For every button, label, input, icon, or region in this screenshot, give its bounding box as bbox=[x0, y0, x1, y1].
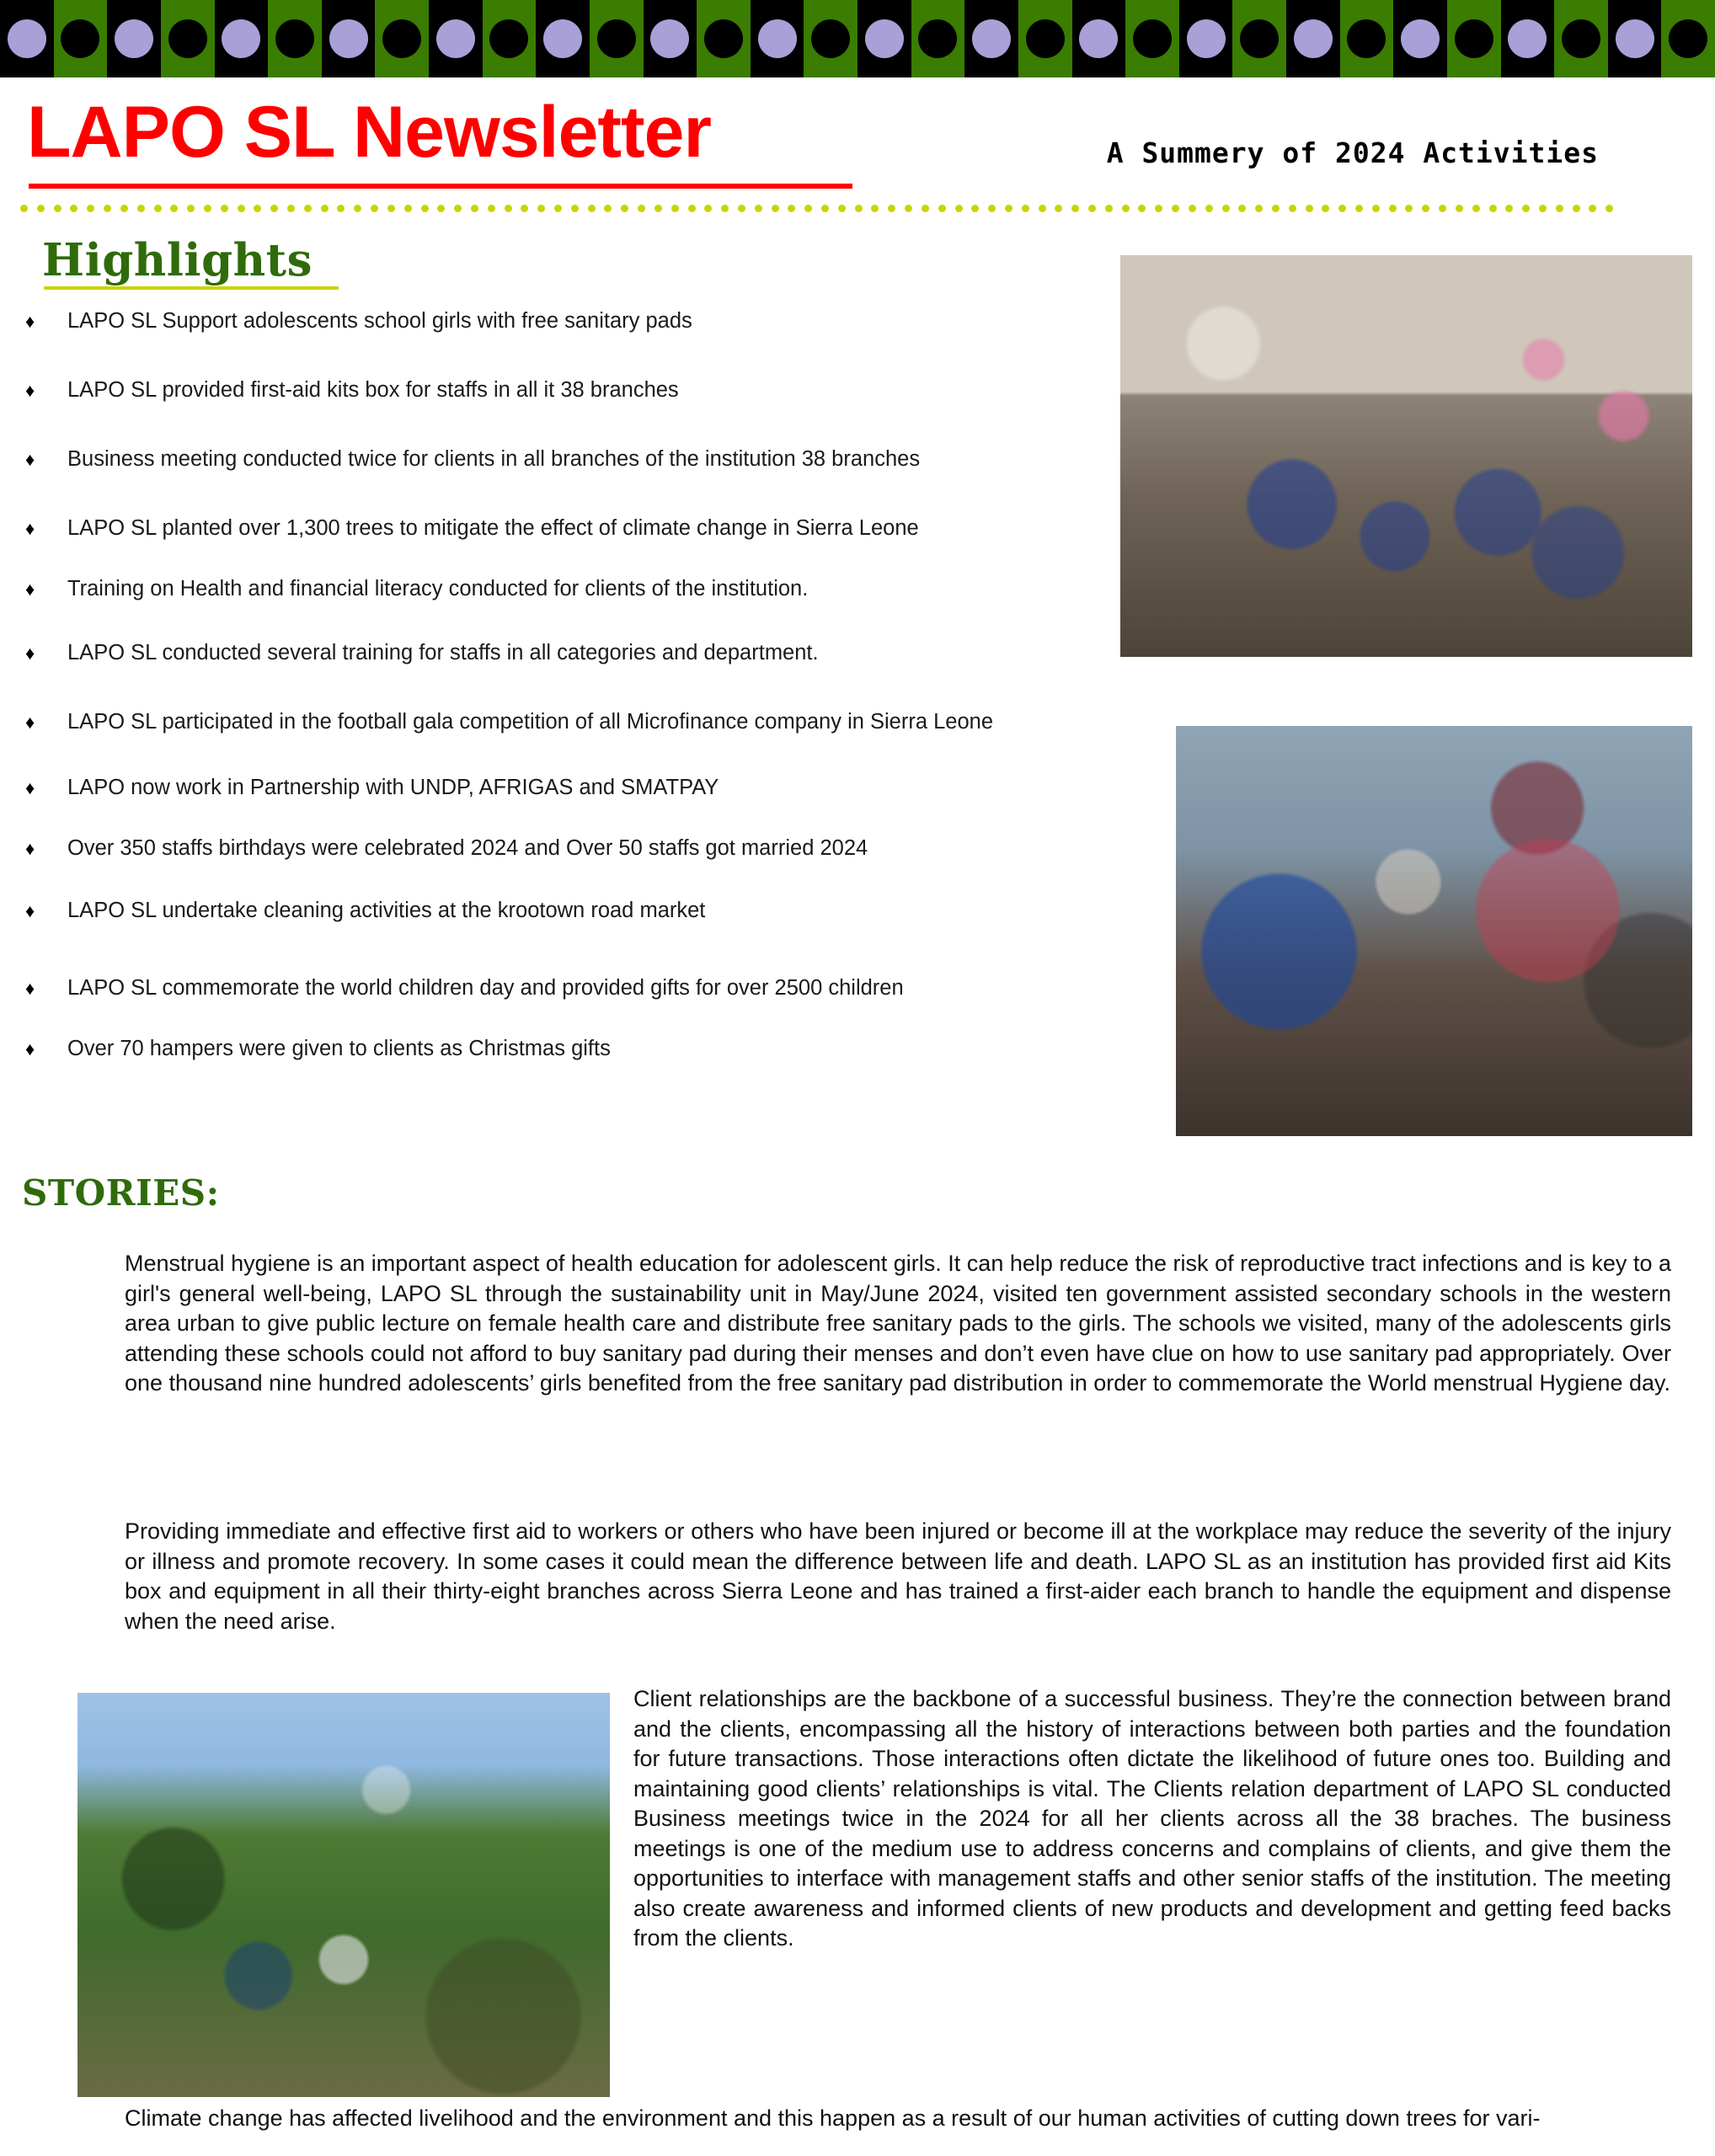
divider-dot-icon bbox=[454, 205, 462, 212]
highlight-item bbox=[22, 308, 1125, 334]
filmstrip-dot-icon bbox=[1669, 19, 1707, 58]
bullet-diamond-icon: ♦ bbox=[25, 838, 35, 859]
filmstrip-dot-icon bbox=[865, 19, 904, 58]
highlight-item bbox=[22, 515, 1125, 541]
title-underline bbox=[29, 184, 852, 189]
filmstrip-dot-icon bbox=[1508, 19, 1547, 58]
divider-dot-icon bbox=[1155, 205, 1162, 212]
divider-dot-icon bbox=[1071, 205, 1079, 212]
filmstrip-cell bbox=[1232, 0, 1286, 77]
divider-dot-icon bbox=[1122, 205, 1130, 212]
highlights-heading: Highlights bbox=[42, 234, 313, 286]
highlight-item bbox=[22, 446, 1125, 472]
filmstrip-cell bbox=[644, 0, 697, 77]
highlight-item bbox=[22, 898, 1125, 923]
divider-dot-icon bbox=[1272, 205, 1280, 212]
divider-dot-icon bbox=[1238, 205, 1246, 212]
divider-dot-icon bbox=[471, 205, 478, 212]
story-text: Menstrual hygiene is an important aspect of health education for adolescent girls. It can help reduce the risk of reproductive tract infections and is key to a girl's general well-being, LAPO SL through the sustainability unit in May/June 2024, visited ten government assisted secondary schools in the western area urban to give public lecture on female health care and distribute free sanitary pads to the girls. The schools we visited, many of the adolescents girls attending these schools could not afford to buy sanitary pad during their menses and don’t even have clue on how to use sanitary pad appropriately. Over one thousand nine hundred adolescents’ girls benefited from the free sanitary pad distribution in order to commemorate the World menstrual Hygiene day. bbox=[125, 1251, 1671, 1396]
divider-dot-icon bbox=[855, 205, 863, 212]
bullet-diamond-icon: ♦ bbox=[25, 643, 35, 664]
divider-dot-icon bbox=[1189, 205, 1196, 212]
divider-dot-icon bbox=[638, 205, 645, 212]
filmstrip-dot-icon bbox=[329, 19, 368, 58]
filmstrip-dot-icon bbox=[382, 19, 421, 58]
divider-dot-icon bbox=[371, 205, 378, 212]
filmstrip-cell bbox=[964, 0, 1018, 77]
bullet-diamond-icon: ♦ bbox=[25, 380, 35, 401]
divider-dot-icon bbox=[1255, 205, 1263, 212]
story-paragraph-menstrual-hygiene bbox=[76, 1249, 1671, 1399]
filmstrip-cell bbox=[858, 0, 911, 77]
filmstrip-cell bbox=[1072, 0, 1126, 77]
filmstrip-cell bbox=[429, 0, 483, 77]
filmstrip-cell bbox=[1018, 0, 1072, 77]
divider-dot-icon bbox=[1088, 205, 1096, 212]
filmstrip-dot-icon bbox=[1026, 19, 1065, 58]
divider-dot-icon bbox=[1222, 205, 1230, 212]
divider-dot-icon bbox=[521, 205, 528, 212]
bullet-diamond-icon: ♦ bbox=[25, 900, 35, 921]
filmstrip-dot-icon bbox=[168, 19, 207, 58]
divider-dot-icon bbox=[354, 205, 361, 212]
divider-dot-icon bbox=[1456, 205, 1463, 212]
divider-dot-icon bbox=[1022, 205, 1029, 212]
filmstrip-dot-icon bbox=[811, 19, 850, 58]
highlight-item bbox=[22, 775, 1125, 800]
filmstrip-dot-icon bbox=[1133, 19, 1172, 58]
page-title: LAPO SL Newsletter bbox=[27, 92, 711, 173]
filmstrip-cell bbox=[268, 0, 322, 77]
filmstrip-cell bbox=[1286, 0, 1340, 77]
filmstrip-dot-icon bbox=[1294, 19, 1333, 58]
filmstrip-dot-icon bbox=[918, 19, 957, 58]
filmstrip-dot-icon bbox=[543, 19, 582, 58]
highlight-item-label: LAPO SL planted over 1,300 trees to mitigate the effect of climate change in Sierra Leone bbox=[67, 516, 919, 540]
highlight-item-label: Business meeting conducted twice for clients in all branches of the institution 38 branches bbox=[67, 447, 921, 471]
highlight-item bbox=[22, 640, 1125, 665]
filmstrip-cell bbox=[1608, 0, 1662, 77]
divider-dot-icon bbox=[1573, 205, 1580, 212]
divider-dot-icon bbox=[1205, 205, 1213, 212]
highlight-item-label: LAPO SL participated in the football gala competition of all Microfinance company in Sierra Leone bbox=[67, 710, 994, 734]
highlight-item bbox=[22, 975, 1125, 1001]
divider-dot-icon bbox=[70, 205, 77, 212]
filmstrip-dot-icon bbox=[1455, 19, 1493, 58]
highlight-item-label: LAPO SL commemorate the world children day and provided gifts for over 2500 children bbox=[67, 976, 904, 1000]
filmstrip-cell bbox=[375, 0, 429, 77]
divider-dot-icon bbox=[387, 205, 395, 212]
divider-dot-icon bbox=[772, 205, 779, 212]
divider-dot-icon bbox=[187, 205, 195, 212]
divider-dot-icon bbox=[1306, 205, 1313, 212]
filmstrip-dot-icon bbox=[1347, 19, 1386, 58]
divider-dot-icon bbox=[254, 205, 261, 212]
divider-dot-icon bbox=[137, 205, 145, 212]
filmstrip-cell bbox=[1501, 0, 1555, 77]
filmstrip-dot-icon bbox=[61, 19, 99, 58]
divider-dot-icon bbox=[104, 205, 111, 212]
divider-dot-icon bbox=[238, 205, 245, 212]
divider-dot-icon bbox=[654, 205, 662, 212]
divider-dot-icon bbox=[788, 205, 795, 212]
divider-dot-icon bbox=[1172, 205, 1179, 212]
divider-dot-icon bbox=[671, 205, 679, 212]
divider-dot-icon bbox=[20, 205, 28, 212]
divider-dot-icon bbox=[1522, 205, 1530, 212]
divider-dot-icon bbox=[821, 205, 829, 212]
divider-dot-icon bbox=[154, 205, 162, 212]
photo-client-training-session bbox=[1176, 726, 1692, 1136]
divider-dot-icon bbox=[922, 205, 929, 212]
filmstrip-dot-icon bbox=[650, 19, 689, 58]
photo-tree-planting-activity bbox=[77, 1693, 610, 2097]
bullet-diamond-icon: ♦ bbox=[25, 712, 35, 733]
filmstrip-cell bbox=[483, 0, 537, 77]
filmstrip-cell bbox=[1340, 0, 1394, 77]
highlight-item bbox=[22, 1036, 1125, 1061]
filmstrip-dot-icon bbox=[1616, 19, 1654, 58]
filmstrip-cell bbox=[322, 0, 376, 77]
filmstrip-dot-icon bbox=[758, 19, 797, 58]
photo-classroom-sanitary-pad-distribution bbox=[1120, 255, 1692, 657]
divider-dot-icon bbox=[1539, 205, 1547, 212]
divider-dot-icon bbox=[1389, 205, 1397, 212]
filmstrip-dot-icon bbox=[1401, 19, 1440, 58]
divider-dot-icon bbox=[337, 205, 345, 212]
highlight-item-label: LAPO now work in Partnership with UNDP, AFRIGAS and SMATPAY bbox=[67, 776, 719, 799]
filmstrip-cell bbox=[590, 0, 644, 77]
highlights-list bbox=[22, 308, 1125, 1061]
divider-dot-icon bbox=[488, 205, 495, 212]
divider-dot-icon bbox=[421, 205, 429, 212]
divider-dot-icon bbox=[1338, 205, 1346, 212]
divider-dot-icon bbox=[54, 205, 61, 212]
story-paragraph-client-relationships bbox=[633, 1684, 1671, 1954]
divider-dot-icon bbox=[804, 205, 812, 212]
highlight-item-label: LAPO SL conducted several training for staffs in all categories and department. bbox=[67, 641, 819, 664]
filmstrip-dot-icon bbox=[1079, 19, 1118, 58]
bullet-diamond-icon: ♦ bbox=[25, 777, 35, 798]
divider-dot-icon bbox=[571, 205, 579, 212]
divider-dot-icon bbox=[871, 205, 879, 212]
filmstrip-dot-icon bbox=[8, 19, 46, 58]
divider-dot-icon bbox=[955, 205, 963, 212]
divider-dot-icon bbox=[554, 205, 562, 212]
decorative-filmstrip bbox=[0, 0, 1715, 77]
divider-dot-icon bbox=[1055, 205, 1062, 212]
highlight-item bbox=[22, 377, 1125, 403]
divider-dot-icon bbox=[621, 205, 628, 212]
divider-dot-icon bbox=[170, 205, 178, 212]
highlight-item bbox=[22, 835, 1125, 861]
divider-dot-icon bbox=[1439, 205, 1446, 212]
divider-dot-icon bbox=[938, 205, 946, 212]
filmstrip-dot-icon bbox=[704, 19, 743, 58]
filmstrip-dot-icon bbox=[972, 19, 1011, 58]
bullet-diamond-icon: ♦ bbox=[25, 449, 35, 470]
filmstrip-cell bbox=[1179, 0, 1233, 77]
divider-dot-icon bbox=[120, 205, 128, 212]
highlights-underline bbox=[44, 286, 339, 290]
bullet-diamond-icon: ♦ bbox=[25, 978, 35, 999]
divider-dot-icon bbox=[87, 205, 94, 212]
divider-dot-icon bbox=[437, 205, 445, 212]
filmstrip-cell bbox=[536, 0, 590, 77]
divider-dot-icon bbox=[1472, 205, 1480, 212]
divider-dot-icon bbox=[505, 205, 512, 212]
divider-dot-icon bbox=[1372, 205, 1380, 212]
divider-dot-icon bbox=[404, 205, 412, 212]
filmstrip-dot-icon bbox=[275, 19, 314, 58]
divider-dot-icon bbox=[204, 205, 211, 212]
divider-dot-icon bbox=[838, 205, 846, 212]
divider-dot-icon bbox=[1039, 205, 1046, 212]
divider-dot-icon bbox=[888, 205, 895, 212]
highlight-item-label: Over 350 staffs birthdays were celebrated 2024 and Over 50 staffs got married 2024 bbox=[67, 836, 868, 860]
divider-dot-icon bbox=[755, 205, 762, 212]
divider-dot-icon bbox=[1589, 205, 1596, 212]
filmstrip-dot-icon bbox=[597, 19, 636, 58]
filmstrip-dot-icon bbox=[1562, 19, 1600, 58]
bullet-diamond-icon: ♦ bbox=[25, 1038, 35, 1059]
divider-dot-icon bbox=[1405, 205, 1413, 212]
divider-dot-icon bbox=[604, 205, 612, 212]
divider-dot-icon bbox=[1005, 205, 1012, 212]
divider-dot-icon bbox=[1422, 205, 1429, 212]
divider-dot-icon bbox=[721, 205, 729, 212]
highlight-item bbox=[22, 576, 1125, 601]
filmstrip-dot-icon bbox=[436, 19, 475, 58]
divider-dot-icon bbox=[588, 205, 596, 212]
divider-dot-icon bbox=[1322, 205, 1329, 212]
filmstrip-dot-icon bbox=[115, 19, 153, 58]
highlight-item-label: LAPO SL Support adolescents school girls with free sanitary pads bbox=[67, 309, 692, 333]
filmstrip-dot-icon bbox=[1187, 19, 1226, 58]
masthead-subtitle: A Summery of 2024 Activities bbox=[1106, 136, 1599, 169]
filmstrip-cell bbox=[911, 0, 965, 77]
divider-dot-icon bbox=[738, 205, 745, 212]
filmstrip-cell bbox=[161, 0, 215, 77]
divider-dot-icon bbox=[221, 205, 228, 212]
divider-dot-icon bbox=[1355, 205, 1363, 212]
filmstrip-cell bbox=[804, 0, 858, 77]
filmstrip-cell bbox=[1125, 0, 1179, 77]
divider-dot-icon bbox=[905, 205, 912, 212]
divider-dot-icon bbox=[688, 205, 696, 212]
filmstrip-cell bbox=[107, 0, 161, 77]
divider-dot-icon bbox=[1556, 205, 1563, 212]
divider-dot-icon bbox=[37, 205, 45, 212]
highlight-item-label: Over 70 hampers were given to clients as Christmas gifts bbox=[67, 1037, 611, 1060]
filmstrip-cell bbox=[1554, 0, 1608, 77]
story-text: Client relationships are the backbone of a successful business. They’re the connection between brand and the clients, encompassing all the history of interactions between both parties and the foundation for future transactions. Those interactions often dictate the likelihood of future ones too. Building and maintaining good clients’ relationships is vital. The Clients relation department of LAPO SL conducted Business meetings twice in the 2024 for all her clients across all the 38 braches. The business meetings is one of the medium use to address concerns and complains of clients, and give them the opportunities to interface with management staffs and other senior staffs of the institution. The meeting also create awareness and informed clients of new products and development and getting feed backs from the clients. bbox=[633, 1686, 1671, 1951]
divider-dot-icon bbox=[1489, 205, 1497, 212]
divider-dot-icon bbox=[1605, 205, 1613, 212]
divider-dot-icon bbox=[1505, 205, 1513, 212]
stories-heading: STORIES: bbox=[22, 1172, 220, 1214]
filmstrip-cell bbox=[751, 0, 804, 77]
bullet-diamond-icon: ♦ bbox=[25, 579, 35, 600]
filmstrip-cell bbox=[1393, 0, 1447, 77]
divider-dot-icon bbox=[1138, 205, 1146, 212]
masthead bbox=[0, 84, 1715, 195]
story-paragraph-climate-change bbox=[76, 2104, 1671, 2134]
filmstrip-dot-icon bbox=[489, 19, 528, 58]
bullet-diamond-icon: ♦ bbox=[25, 311, 35, 332]
divider-dot-icon bbox=[321, 205, 329, 212]
bullet-diamond-icon: ♦ bbox=[25, 518, 35, 539]
filmstrip-dot-icon bbox=[222, 19, 260, 58]
filmstrip-cell bbox=[697, 0, 751, 77]
divider-dot-icon bbox=[287, 205, 295, 212]
filmstrip-cell bbox=[215, 0, 269, 77]
divider-dot-icon bbox=[1105, 205, 1113, 212]
filmstrip-cell bbox=[1447, 0, 1501, 77]
divider-dot-icon bbox=[537, 205, 545, 212]
divider-dot-icon bbox=[971, 205, 979, 212]
divider-dot-icon bbox=[304, 205, 312, 212]
divider-dot-icon bbox=[270, 205, 278, 212]
divider-dot-icon bbox=[1289, 205, 1296, 212]
divider-dot-icon bbox=[704, 205, 712, 212]
filmstrip-dot-icon bbox=[1240, 19, 1279, 58]
highlight-item-label: LAPO SL undertake cleaning activities at the krootown road market bbox=[67, 899, 706, 922]
highlight-item bbox=[22, 709, 1125, 734]
highlight-item-label: Training on Health and financial literacy conducted for clients of the institution. bbox=[67, 577, 809, 600]
story-text: Climate change has affected livelihood and the environment and this happen as a result of our human activities of cutting down trees for vari- bbox=[125, 2105, 1541, 2131]
dotted-divider bbox=[20, 205, 1614, 213]
story-text: Providing immediate and effective first aid to workers or others who have been injured or become ill at the workplace may reduce the severity of the injury or illness and promote recovery. In some cases it could mean the difference between life and death. LAPO SL as an institution has provided first aid Kits box and equipment in all their thirty-eight branches across Sierra Leone and has trained a first-aider each branch to handle the equipment and dispense when the need arise. bbox=[125, 1518, 1671, 1634]
filmstrip-cell bbox=[54, 0, 108, 77]
filmstrip-cell bbox=[1661, 0, 1715, 77]
divider-dot-icon bbox=[988, 205, 996, 212]
filmstrip-cell bbox=[0, 0, 54, 77]
highlight-item-label: LAPO SL provided first-aid kits box for staffs in all it 38 branches bbox=[67, 378, 679, 402]
story-paragraph-first-aid bbox=[76, 1517, 1671, 1636]
